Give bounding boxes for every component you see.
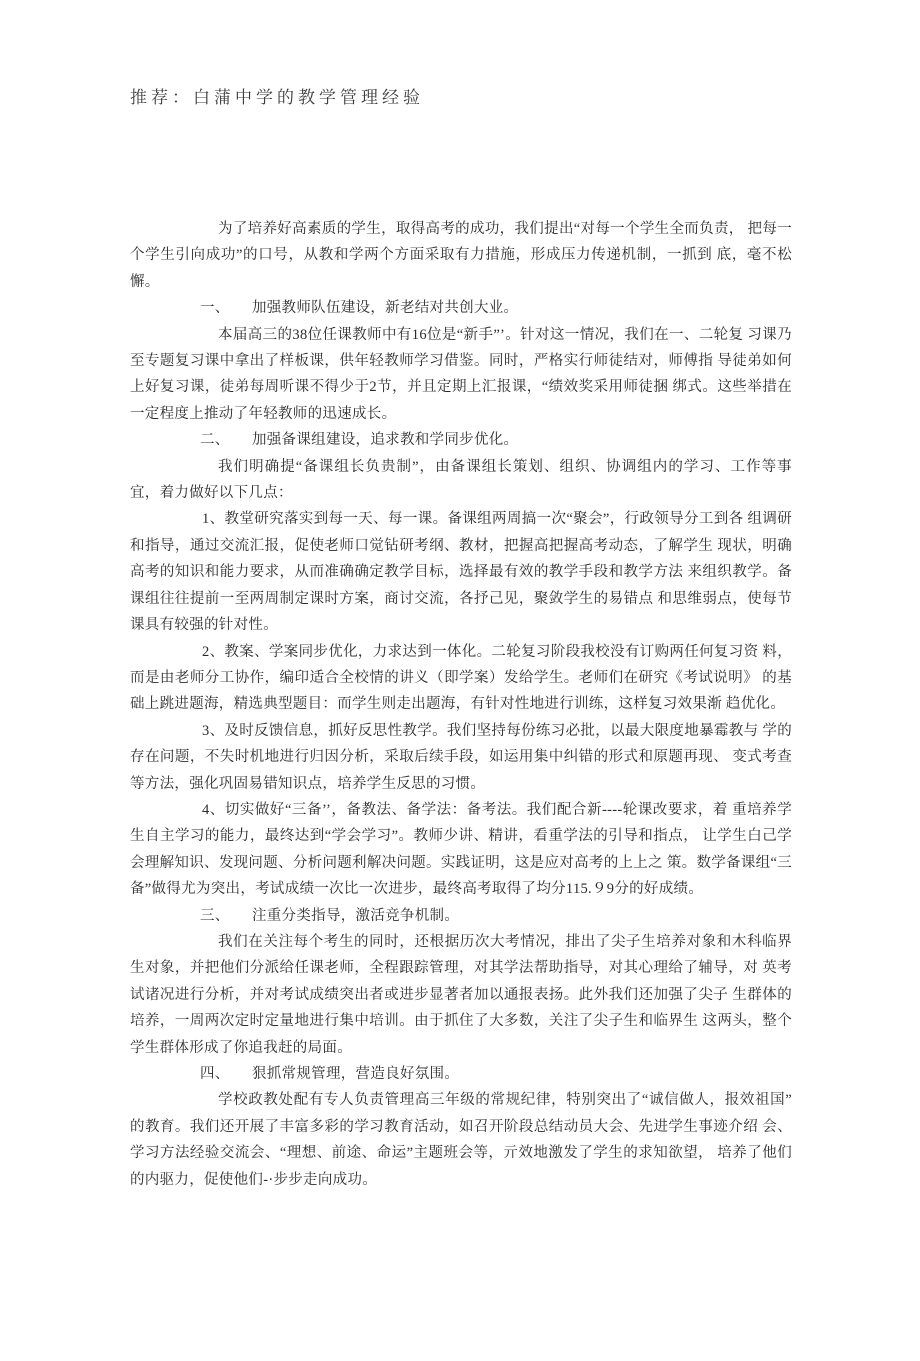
document-title: 推荐：白蒲中学的教学管理经验 — [130, 88, 424, 107]
paragraph-intro: 为了培养好高素质的学生，取得高考的成功，我们提出“对每一个学生全而负责， 把每一个学生引向成功”的口号，从教和学两个方面采取有力措施，形成压力传递机制，一抓到 底，毫不松懈。 — [130, 221, 792, 290]
section-heading-2: 二、 加强备课组建设，追求教和学同步优化。 — [200, 432, 519, 449]
paragraph-section4: 学校政教处配有专人负责管理高三年级的常规纪律，特别突出了“诚信做人，报效祖国” 的教育。我们还开展了丰富多彩的学习教育活动，如召开阶段总结动员大会、先进学生事迹介绍 会、学习方法经验交流会、“理想、前途、命运”主题班会等，亓效地激发了学生的求知欲望， 培养了他们的内驱力，促使他们-·步步走向成功。 — [130, 1092, 792, 1188]
paragraph-section3: 我们在关注每个考生的同时，还根据历次大考情况，排出了尖子生培养对象和木科临界 生对象，并把他们分派给任课老师，全程跟踪管理，对其学法帮助指导，对其心理给了辅导，对 英考试诸况进行分析，并对考试成绩突出者或进步显著者加以通报表扬。此外我们还加强了尖子 生群体的培养，一周两次定时定量地进行集中培训。由于抓住了大多数，关注了尖子生和临界生 这两头，整个学生群体形成了你追我赶的局面。 — [130, 933, 792, 1056]
paragraph-point-1: 1、教堂研究落实到每一天、每一课。备课组两周搞一次“聚会”，行政领导分工到各 组调研和指导，通过交流汇报，促使老师口觉钻研考纲、教材，把握高把握高考动态，了解学生 现状，明确高考的知识和能力要求，从而准确确定教学目标，选择最有效的教学手段和教学方法 来组织教学。备课组往往提前一至两周制定课时方案，商讨交流，各抒己见，聚敛学生的易错点 和思维弱点，使每节课具有较强的针对性。 — [130, 511, 792, 634]
document-body — [130, 216, 792, 1193]
paragraph-section1: 本届高三的38位任课教师中有16位是“新手”’。针对这一情况，我们在一、二轮复 习课乃至专题复习课中拿出了样板课，供年轻教师学习借鉴。同时，严格实行师徒结对，师傅指 导徒弟如何上好复习课，徒弟每周听课不得少于2节，并且定期上汇报课，“绩效奖采用师徒捆 绑式。这些举措在一定程度上推动了年轻教师的迅速成长。 — [130, 326, 792, 422]
paragraph-section2-intro: 我们明确提“备课组长负贵制”，由备课组长策划、组织、协调组内的学习、工作等事 宜，着力做好以下几点： — [130, 458, 792, 502]
paragraph-point-3: 3、及时反馈信息，抓好反思性教学。我们坚持每份练习必批，以最大限度地暴霉教与 学的存在问题，不失时机地进行归因分析，采取后续手段，如运用集中纠错的形式和原题再现、 变式考查等方法，强化巩固易错知识点，培养学生反思的习惯。 — [130, 722, 792, 792]
section-heading-1: 一、 加强教师队伍建设，新老结对共创大业。 — [200, 300, 519, 317]
section-heading-4: 四、 狠抓常规管理，营造良好氛围。 — [200, 1066, 460, 1082]
paragraph-point-2: 2、教案、学案同步优化，力求达到一体化。二轮复习阶段我校没有订购两任何复习资 料，而是由老师分工协作，编印适合全校情的讲义（即学案）发给学生。老师们在研究《考试说明》 的基础上跳进题海，精选典型题目：而学生则走出题海，有针对性地进行训练，这样复习效果渐 趋优化。 — [130, 643, 792, 713]
section-heading-3: 三、 注重分类指导，激活竞争机制。 — [200, 907, 460, 924]
paragraph-point-4: 4、切实做好“三备’’，备教法、备学法：备考法。我们配合新----轮课改要求，着 重培养学生自主学习的能力，最终达到“学会学习”。教师少讲、精讲，看重学法的引导和指点， 让学生白己学会理解知识、发现问题、分析问题利解决问题。实践证明，这是应对高考的上上之 策。数学备课组“三备”做得尤为突出，考试成绩一次比一次进步，最终高考取得了均分115.９9分的好成绩。 — [130, 801, 792, 898]
